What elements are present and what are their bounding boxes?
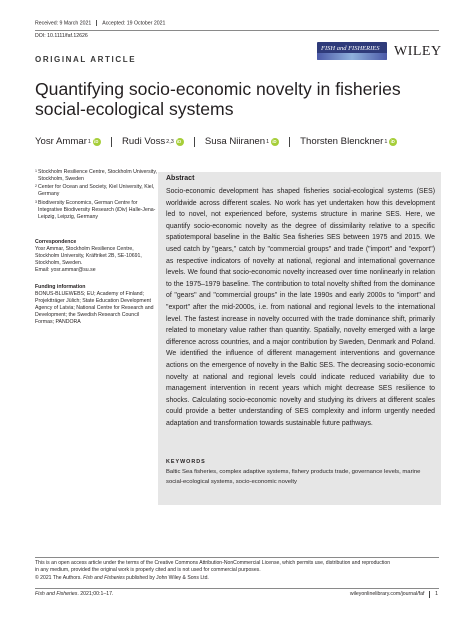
doi[interactable]: DOI: 10.1111/faf.12626	[35, 33, 88, 39]
correspondence	[35, 239, 157, 274]
author-name[interactable]: Thorsten Blenckner	[300, 136, 384, 147]
date-separator	[96, 20, 97, 26]
correspondence-address: Yosr Ammar, Stockholm Resilience Centre, Stockholm University, Kräftriket 2B, SE-10691, Stockholm, Sweden.	[35, 246, 142, 267]
author[interactable]	[122, 136, 184, 147]
received-date: Received: 9 March 2021	[35, 20, 92, 27]
journal-logo	[317, 42, 387, 60]
author-separator	[194, 137, 195, 147]
footer-rule	[35, 588, 439, 589]
license-rule	[35, 557, 439, 558]
author-list	[35, 136, 455, 147]
header-rule	[35, 30, 439, 31]
author-affiliation-ref: 1	[266, 138, 270, 145]
author-name[interactable]: Susa Niiranen	[204, 136, 266, 147]
author-name[interactable]: Rudi Voss	[121, 136, 166, 147]
author-affiliation-ref: 2,3	[166, 138, 174, 145]
author[interactable]	[35, 136, 101, 147]
orcid-icon[interactable]	[176, 138, 184, 146]
correspondence-email[interactable]: Email: yosr.ammar@su.se	[35, 267, 96, 274]
author-affiliation-ref: 1	[384, 138, 388, 145]
author-affiliation-ref: 1	[87, 138, 91, 145]
accepted-date: Accepted: 19 October 2021	[102, 20, 166, 27]
license-line: in any medium, provided the original work is properly cited and is not used for commercial purposes.	[35, 567, 261, 574]
citation	[35, 591, 113, 598]
journal-logo-text: FISH and FISHERIES	[321, 45, 380, 52]
keywords-heading: KEYWORDS	[166, 459, 206, 465]
affiliation-item	[35, 200, 157, 221]
affiliation-text: Stockholm Resilience Centre, Stockholm University, Stockholm, Sweden	[38, 169, 157, 182]
footer-separator	[429, 591, 430, 598]
article-title: Quantifying socio-economic novelty in fisheries social-ecological systems	[35, 79, 401, 119]
copyright-journal: Fish and Fisheries	[83, 574, 125, 581]
copyright-suffix: published by John Wiley & Sons Ltd.	[124, 574, 209, 581]
funding	[35, 284, 157, 326]
license-note	[35, 560, 439, 582]
funding-heading: Funding information	[35, 284, 86, 290]
abstract-heading: Abstract	[166, 175, 195, 182]
publisher-logo: WILEY	[394, 44, 442, 59]
page-number: 1	[435, 591, 438, 597]
journal-url[interactable]: wileyonlinelibrary.com/journal/faf	[349, 591, 425, 597]
orcid-icon[interactable]	[93, 138, 101, 146]
journal-logo-wave	[317, 53, 387, 60]
author-separator	[289, 137, 290, 147]
author[interactable]	[300, 136, 397, 147]
author-separator	[111, 137, 112, 147]
copyright-line	[35, 575, 439, 582]
affiliation-number: 3	[35, 199, 37, 204]
affiliations	[35, 169, 157, 222]
keywords-text: Baltic Sea fisheries, complex adaptive systems, fishery products trade, governance levels, marine social-ecological systems, socio-economic novelty	[166, 469, 421, 486]
funding-text: BONUS-BLUEWEBS; EU; Academy of Finland; Projektträger Jülich; State Education Development Agency of Latvia; National Centre for Research and Development; the Swedish Research Council Formas; PANDORA	[35, 291, 154, 326]
affiliation-number: 2	[35, 184, 37, 189]
orcid-icon[interactable]	[271, 138, 279, 146]
footer-right	[350, 591, 438, 598]
affiliation-item	[35, 169, 157, 183]
affiliation-item	[35, 184, 157, 198]
abstract-text: Socio-economic development has shaped fisheries social-ecological systems (SES) worldwide across different scales. No work has yet undertaken how this development led to novel, not experienced before, systems structure in marine SES. Here, we quantify socio-economic novelty as the degree of dissimilarity relative to a specific spatiotemporal baseline in the Baltic Sea fisheries SES between 1975 and 2015. We used catch by "gears," catch by "commercial groups" and trade ("import" and "export") as respective indicators of novelty at national, regional and international governance levels. We found that socio-economic novelty increased over time nonlinearly in relation to the 1975–1979 baseline. The contribution to total novelty shifted from the dominance of "gears" and "commercial groups" in the late 1990s and early 2000s to "import" and "export" after the mid-2000s, i.e. from national and regional levels to the international level. The fastest increase in novelty occurred with the trade dominance shift, primarily related to monetary value rather than quantity. Spatially, novelty emerged with a large difference across countries, and a major contribution by Sweden, Denmark and Poland. We identified the influence of different management interventions and governance actions on the emergence of novelty in the Baltic SES. The decreasing socio-economic novelty at national and regional levels could indicate reduced variability due to management intervention in recent years which might decrease SES resilience to shocks. Calculating socio-economic novelty and studying its drivers at different scales could provide a better understanding of SES complexity and inform urgently needed adaptation and transformation towards sustainable future pathways.	[166, 188, 435, 427]
article-dates	[35, 20, 435, 27]
author-name[interactable]: Yosr Ammar	[35, 136, 87, 147]
citation-journal: Fish and Fisheries	[35, 591, 78, 597]
affiliation-text: Center for Ocean and Society, Kiel University, Kiel, Germany	[38, 184, 155, 198]
author[interactable]	[205, 136, 279, 147]
orcid-icon[interactable]	[389, 138, 397, 146]
article-type-label: ORIGINAL ARTICLE	[35, 55, 137, 64]
affiliation-number: 1	[35, 169, 37, 173]
citation-details: . 2021;00:1–17.	[77, 591, 114, 597]
affiliation-text: Biodiversity Economics, German Centre for Integrative Biodiversity Research (iDiv) Halle-Jena-Leipzig, Leipzig, Germany	[38, 199, 156, 220]
license-line: This is an open access article under the terms of the Creative Commons Attribution-NonCommercial License, which permits use, distribution and reproduction	[35, 560, 391, 566]
correspondence-heading: Correspondence	[35, 239, 77, 245]
copyright-prefix: © 2021 The Authors.	[35, 574, 84, 581]
